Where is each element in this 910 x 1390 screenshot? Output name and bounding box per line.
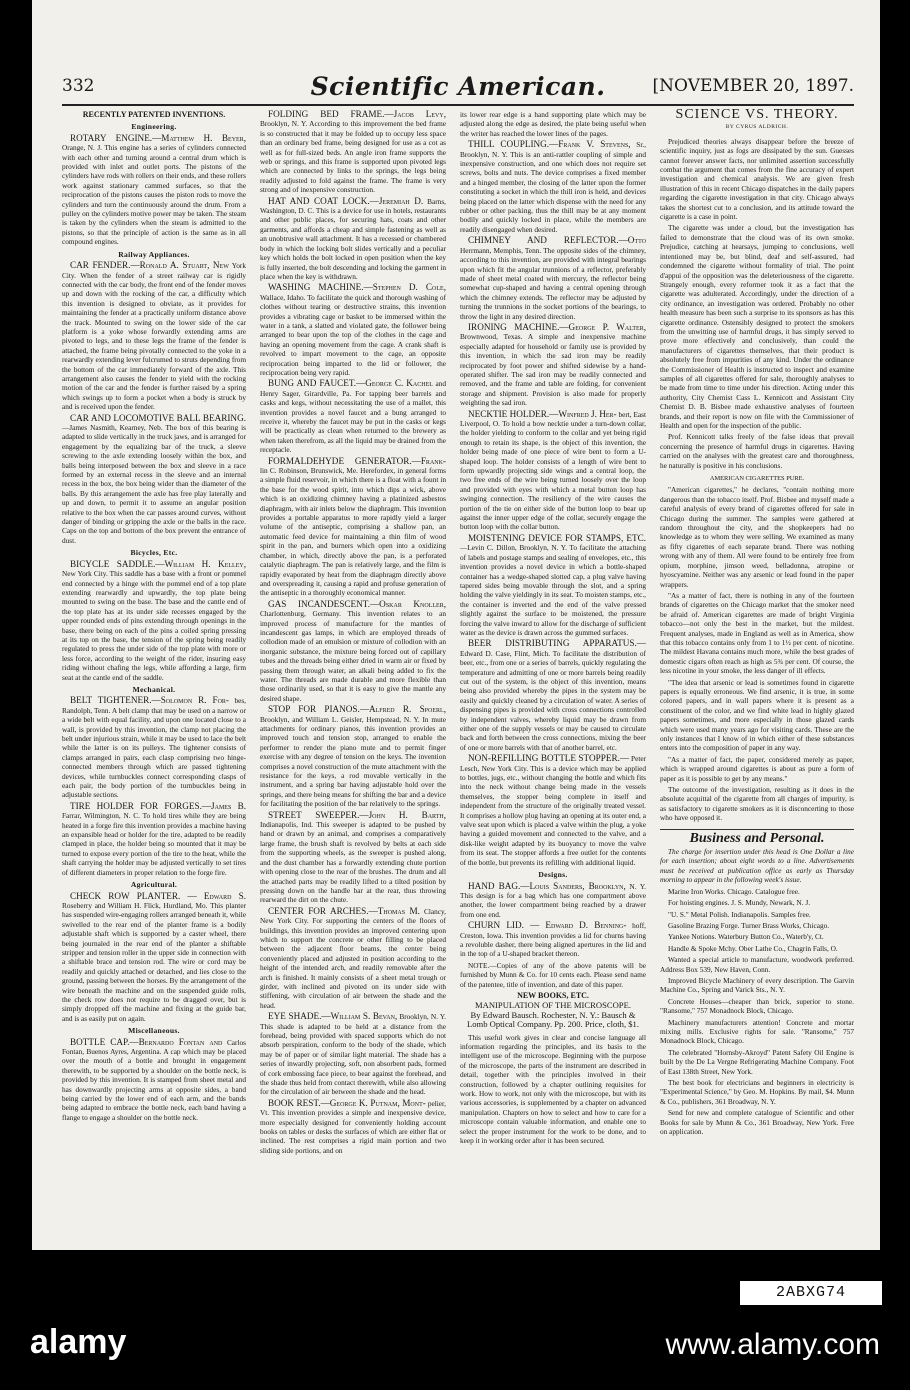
- heading-mechanical: Mechanical.: [132, 684, 176, 694]
- ad-item: Gasoline Brazing Forge. Turner Brass Works, Chicago.: [668, 920, 830, 930]
- ad-item: Machinery manufacturers attention! Concrete and mortar mixing mills. Exclusive rights for sale. "Ransome," 757 Monadnock Block, Chicago.: [660, 1017, 854, 1046]
- book-title: MANIPULATION OF THE MICROSCOPE.: [475, 1000, 631, 1011]
- heading-new-books: NEW BOOKS, ETC.: [517, 990, 589, 1000]
- patents-note: NOTE.—Copies of any of the above patents will be furnished by Munn & Co. for 10 cents each. Please send name of the patentee, title of invention, and date of this paper.: [460, 960, 646, 989]
- business-note: The charge for insertion under this head is One Dollar a line for each insertion; about eight words to a line. Advertisements must be received at publication office as early as Thursday morning to appear in the following week's issue.: [660, 847, 854, 885]
- column-4: [660, 107, 854, 1138]
- science-paragraph-6: "The idea that arsenic or lead is sometimes found in cigarette papers is equally erroneous. We find arsenic, it is true, in some colored papers, and in wall papers where it is present as a constituent of the color, and we find white lead in highly glazed papers sometimes, and more especially in those glazed cards which were used many years ago for visiting cards. These are the only instances that I know of in which either of these substances enters into the composition of paper in any way.: [660, 677, 854, 753]
- heading-bicycles: Bicycles, Etc.: [130, 548, 178, 558]
- science-paragraph-4: "American cigarettes," he declares, "contain nothing more dangerous than the tobacco itself. Prof. Bisbee and myself made a careful analysis of every brand of cigarettes offered for sale in Chicago during the summer. The samples were gathered at random throughout the city, and the shopkeepers had no knowledge as to whom they were selling. We examined as many as fifty cigarettes of each separate brand. There was nothing wrong with any of them. All were found to be entirely free from opium, morphine, jimson weed, belladonna, atropine or hyoscyamine. Neither was any arsenic or lead found in the paper wrappers.: [660, 485, 854, 589]
- ad-item: The best book for electricians and beginners in electricity is "Experimental Science," by Geo. M. Hopkins. By mail, $4. Munn & Co., publishers, 361 Broadway, N. Y.: [660, 1078, 854, 1106]
- column-1: [62, 110, 246, 1124]
- article-center-arches: CENTER FOR ARCHES.—Thomas M. Clancy, New York City. For supporting the centers of the floors of buildings, this invention provides an improved centering upon which to support the concrete or other filling to be placed between the adjacent floor beams, the center being conveniently placed and adjusted in position according to the height of the intended arch, and readily removable after the arch is finished. It mainly consists of a sheet metal trough or girder, with inclined and pivoted on its under side with stiffening, with circulation of air between the shade and the head.: [260, 905, 446, 1010]
- book-byline: By Edward Bausch. Rochester, N. Y.: Bausch & Lomb Optical Company. Pp. 200. Price, cloth, $1.: [466, 1009, 639, 1030]
- heading-agricultural: Agricultural.: [130, 880, 178, 890]
- science-paragraph-2: The cigarette was under a cloud, but the investigation has failed to demonstrate that the cloud was of its own smoke. Prejudice, catching at hearsays, jumping to conclusions, well intentioned may be, but blind, deaf and self-assured, had condemned the cigarette without formality of trial. The point d'appui of the opposition was the deleteriousness of the cigarette. Strangely enough, every reformer took it as a fact that the cigarette was adulterated. Accordingly, under the direction of a city ordinance, an investigation was ordered. Probably no other health measure has been such a surprise to its sponsors as has this cigarette ordinance. Ostensibly designed to protect the smokers from the unwitting use of harmful drugs, it has simply served to prove more effectively and conclusively, than could the manufacturers of cigarettes themselves, that their product is absolutely free from impurities of any kind. Under the ordinance the Commissioner of Health is instructed to inspect and examine samples of all cigarettes offered for sale, thoroughly analyses to be made from time to time under his direction. Acting under this authority, City Chemist Cass L. Kennicott and Assistant City Chemist D. B. Bisbee made exhaustive analyses of fourteen brands, and their report is now on file with the Commissioner of Health and open for the inspection of the public.: [660, 223, 854, 430]
- article-thill-coupling: THILL COUPLING.—Frank V. Stevens, Sr., Brooklyn, N. Y. This is an anti-rattler coupling of simple and inexpensive construction, and one which does not require set screws, bolts and nuts. The device comprises a fixed member and a hinged member, the closing of the latter upon the former constituting a socket in which the thill iron is held, and devices being placed on the latter which dispense with the need for any rubber or other packing, thus the thill may be at any moment bodily and quickly locked in place, while the members are readily disengaged when desired.: [460, 139, 646, 234]
- article-hand-bag: HAND BAG.—Louis Sanders, Brooklyn, N. Y. This design is for a bag which has one compartment above another, the lower compartment being reached by a drawer from one end.: [460, 880, 646, 919]
- ad-item: Marine Iron Works. Chicago. Catalogue free.: [668, 886, 800, 896]
- article-washing-machine: WASHING MACHINE.—Stephen D. Cole, Wallace, Idaho. To facilitate the quick and thorough washing of clothes without tearing or destructive strains, this invention provides a vibrating cage or basket to be immersed within the water in a tank, a slatted and violated gate, the follower being arranged to bear upon the top of the clothes in the cage and having an opening movement from the cage. A crank shaft is revolved to impart movement to the cage, an opposite reciprocation being imparted to the lid or follower, the reciprocation being very rapid.: [260, 282, 446, 377]
- article-necktie-holder: NECKTIE HOLDER.—Winfred J. Her- bert, East Liverpool, O. To hold a bow necktie under a turn-down collar, the holder yielding to conform to the collar and yet being rigid enough to retain its shape, is the object of this invention, the holder being made of one piece of wire bent to form a U-shaped loop. The holder consists of a length of wire bent to form upwardly projecting side wings and a central loop, the two free ends of the wire being turned loosely over the loop and provided with eyes with which a metal button loop has swinging connection. The resiliency of the wire causes the portion of the tie on either side of the button loop to bear up against the inner upper edge of the collar, securely engage the button loop with the collar button.: [460, 408, 647, 532]
- heading-miscellaneous: Miscellaneous.: [128, 1026, 180, 1036]
- article-bottle-stopper: NON-REFILLING BOTTLE STOPPER.— Peter Lesch, New York City. This is a device which may be applied to bottles, jugs, etc., without changing the bottle and which fits into the neck without change being made in the vessels themselves, the stopper being complete in itself and independent from the structure of the originally treated vessel. It comprises a hollow plug having an opening at its outer end, a valve seat upon which is placed a valve within the plug, a yoke having a guided movement and connected to the valve, and a disk-like weight adapted by its buoyancy to move the valve from its seat. The stopper affords a free outlet for the contents of the bottle, but prevents its refilling with additional liquid.: [460, 753, 647, 867]
- science-paragraph-8: The outcome of the investigation, resulting as it does in the absolute acquittal of the cigarette from all charges of impurity, is as satisfactory to cigarette smokers as it is disconcerting to those who have opposed it.: [660, 785, 854, 823]
- header-rule: [62, 104, 854, 106]
- book-review: This useful work gives in clear and concise language all information regarding the principles, and its basis to the intelligent use of the microscope. Beginning with the purpose of the microscope, the parts of the instrument are described in detail, together with the principles involved in their construction, followed by a chapter outlining requisites for work. How to work, not only with the microscope, but with its various accessories, is supplemented by a chapter on advanced manipulation. Chapters on how to select and how to care for a microscope contain valuable information, and enable one to select the proper instrument for the work to be done, and to keep it in working order after it has been secured.: [460, 1032, 646, 1146]
- alamy-url: www.alamy.com: [665, 1328, 880, 1361]
- stock-photo-banner: [0, 1255, 910, 1390]
- article-belt-tightener: BELT TIGHTENER.—Solomon R. For- bes, Randolph, Tenn. A belt clamp that may be used on a narrow or a wide belt with equal facility, and upon one located close to a wall, is provided by this invention, the clamp not placing the belt under injurious strain, while it may be used to lace the belt while the latter is on its pulleys. The tightener consists of clamps arranged in pairs, each clasp comprising two hinge-connected members through which are passed tightening devices, while turnbuckles connect corresponding clasps of each pair, the body portion of the turnbuckles being in adjustable sections.: [62, 695, 247, 800]
- article-gas-incandescent: GAS INCANDESCENT.—Oskar Knoller, Charlottenburg, Germany. This invention relates to an improved process of manufacture for the mantles of incandescent gas lamps, in which are employed threads of collodion made of an emulsion or mixture of collodion with an inorganic substance, the mixture being forced out of capillary tubes and the threads being either dried in warm air or fixed by passing them through water, an alkali being added to fix the water. The threads are made durable and more flexible than those ordinarily used, so that it is easy to give the mantle any desired shape.: [260, 598, 446, 703]
- article-bicycle-saddle: BICYCLE SADDLE.—William H. Kelley, New York City. This saddle has a base with a front or pommel end connected by a hinge with the pommel end of a top plate extending rearwardly and upwardly, the top plate being mounted to swing on the base. The base and the cantle end of the top plate has at its under side recesses engaged by the upper rounded ends of pins extending through openings in the base, there being on each of the pins a coiled spring pressing at its top on the base, the tension of the spring being readily regulated to press the under side of the top plate with more or less force, according to the weight of the rider, insuring easy riding without chafing the legs, while affording a large, firm seat at the cantle end of the saddle.: [62, 558, 246, 682]
- ad-item: Improved Bicycle Machinery of every description. The Garvin Machine Co., Spring and Varick Sts., N. Y.: [660, 975, 854, 995]
- article-bottle-cap: BOTTLE CAP.—Bernardo Fontan and Carlos Fontan, Buenos Ayres, Argentina. A cap which may be placed over the mouth of a bottle and brought in engagement therewith, to be supported by a shoulder on the bottle neck, is provided by this invention. It is stamped from sheet metal and has downwardly projecting arms at opposite sides, a band being carried by the lower end of each arm, and the bands being adapted to embrace the bottle neck, each band having a flange to engage a shoulder on the bottle neck.: [62, 1036, 246, 1122]
- column-3: [460, 110, 646, 1147]
- column-2: [260, 110, 446, 1157]
- heading-designs: Designs.: [538, 870, 568, 880]
- article-moistening-device: MOISTENING DEVICE FOR STAMPS, ETC. —Levin C. Dillon, Brooklyn, N. Y. To facilitate the attaching of labels and postage stamps and sealing of envelopes, etc., this invention provides a novel device in which a bottle-shaped container has a wedge-shaped slotted cap, a plug valve having tapered sides being movable through the slot, and a spring holding the valve yieldingly in its seat. To moisten stamps, etc., the container is inverted and the end of the valve pressed slightly against the surface to be moistened, the pressure forcing the valve inward to allow for the discharge of sufficient water as the device is drawn across the gummed surfaces.: [460, 532, 646, 637]
- article-book-rest: BOOK REST.—George K. Putnam, Mont- pelier, Vt. This invention provides a simple and inexpensive device, more especially designed for conveniently holding account books on tables or desks the surfaces of which are either flat or inclined. The rest comprises a rigid main portion and two sliding side portions, and on: [260, 1097, 447, 1155]
- article-byline: BY CYRUS ALDRICH.: [725, 124, 789, 131]
- article-formaldehyde: FORMALDEHYDE GENERATOR.—Frank- lin C. Robinson, Brunswick, Me. Herefordex, in general forms a simple fluid reservoir, in which there is a float with a fount in the base for the wood spirit, into which dips a wick, above which is an oxidizing chimney having a platinized asbestos diaphragm, with air inlets below the diaphragm. This invention provides a portable apparatus to more rapidly yield a larger volume of the antiseptic, comprising a shallow pan, an automatic feed device for maintaining a thin film of wood spirit in the pan, and burners which open into a oxidizing chamber, in which, directly above the pan, is a perforated catalytic diaphragm. The pan is relatively large, and the film is rapidly evaporated by heat from the diaphragm directly above and overspreading it, causing a rapid and profuse generation of the antiseptic in a thoroughly economical manner.: [260, 455, 446, 598]
- article-churn-lid: CHURN LID. — Edward D. Benning- hoff, Creston, Iowa. This invention provides a lid for churns having a revoluble dasher, there being aligned apertures in the lid and in the top of a U-shaped bracket thereon.: [460, 920, 646, 959]
- ad-item: The celebrated "Hornsby-Akroyd" Patent Safety Oil Engine is built by the De La Vergne Refrigerating Machine Company. Foot of East 138th Street, New York.: [660, 1047, 854, 1076]
- article-tire-holder: TIRE HOLDER FOR FORGES.—James B. Farrar, Wilmington, N. C. To hold tires while they are being heated in a forge fire this invention provides a machine having an expansible head or holder for the tire, adapted to be readily clamped in place, the holder being so mounted that it may be turned to expose every portion of the tire to the heat, while the shaft carrying the holder may be adjusted vertically to set tires of different diameters in proper relation to the forge fire.: [62, 800, 246, 877]
- article-beer-apparatus: BEER DISTRIBUTING APPARATUS.— Edward D. Case, Flint, Mich. To facilitate the distribution of beer, etc., from one or a series of barrels, quickly regulating the temperature and admitting of one or more barrels being readily cut out of the system, is the object of this invention, means being also provided whereby the pipes in the system may be easily and quickly cleaned by a circulation of water. A series of dispensing pipes is provided with cross connections controlled by independent valves, whereby liquid may be drawn from either one of the supply vessels or may be caused to circulate back and forth between the cross connections, mixing the beer of one or more barrels with that of another barrel, etc.: [460, 638, 646, 752]
- subheading-cigarettes-pure: AMERICAN CIGARETTES PURE.: [709, 475, 805, 483]
- heading-railway: Railway Appliances.: [118, 249, 190, 259]
- heading-business-personal: Business and Personal.: [660, 829, 854, 843]
- science-paragraph-1: Prejudiced theories always disappear before the breeze of scientific inquiry, just as fogs are dissipated by the sun. Guesses cannot forever answer facts, nor unlimited assertion successfully combat the argument that comes from the fine accuracy of expert investigation and chemical analysis. We are given fresh illustration of this in recent Chicago dispatches in the daily papers regarding the cigarette investigation in that city. Chicago always takes the shortest cut to a conclusion, and its attitude toward the cigarette is a case in point.: [660, 136, 854, 222]
- heading-engineering: Engineering.: [131, 122, 177, 132]
- section-title-patents: RECENTLY PATENTED INVENTIONS.: [82, 110, 226, 119]
- ad-item: Yankee Notions. Waterbury Button Co., Waterb'y, Ct.: [668, 932, 824, 942]
- article-chimney-reflector: CHIMNEY AND REFLECTOR.—Otto Herrmann, Memphis, Tenn. The opposite sides of the chimney, according to this invention, are provided with integral bearings upon which fit the angular trunnions of a reflector, preferably made of sheet metal coated with mercury, the reflector being somewhat cup-shaped and having a central opening through which the chimney extends. The reflector may be adjusted by turning the trunnions in the socket portions of the bearings, to throw the light in any desired direction.: [460, 235, 646, 321]
- article-eye-shade: EYE SHADE.—William S. Bevan, Brooklyn, N. Y. This shade is adapted to be held at a distance from the forehead, being provided with spaced supports which do not absorb perspiration, conform to the body of the shade, which may be of paper or of similar light material. The shade has a series of inwardly projecting, soft, non absorbent pads, formed of cork embossing face piece, to bear against the forehead, and the shade thus held from contact therewith, while also allowing for the circulation of air between the shade and the head.: [260, 1011, 447, 1097]
- ads-list: [660, 887, 854, 1137]
- page-header: [62, 72, 854, 106]
- ad-item: Wanted a special article to manufacture, woodwork preferred. Address Box 539, New Haven, Conn.: [660, 955, 854, 974]
- article-book-rest-cont: its lower rear edge is a hand supporting plate which may be adjusted along the edge as desired, the plate being useful when the writer has reached the lower lines of the pages.: [460, 110, 646, 138]
- ad-item: For hoisting engines. J. S. Mundy, Newark, N. J.: [668, 898, 811, 908]
- ad-item: "U. S." Metal Polish. Indianapolis. Samples free.: [668, 909, 811, 919]
- ad-item: Handle & Spoke Mchy. Ober Lathe Co., Chagrin Falls, O.: [668, 943, 838, 953]
- science-paragraph-7: "As a matter of fact, the paper, considered merely as paper, which is wrapped around cigarettes is about as pure a form of paper as it is possible to get by any means.": [660, 754, 854, 783]
- ad-item: Concrete Houses—cheaper than brick, superior to stone. "Ransome," 757 Monadnock Block, Chicago.: [660, 996, 854, 1016]
- science-paragraph-3: Prof. Kennicott talks freely of the false ideas that prevail concerning the presence of harmful drugs in cigarettes. Having carried on the analyses with the greatest care and thoroughness, he naturally is positive in his conclusions.: [660, 432, 854, 470]
- article-title-science-theory: SCIENCE VS. THEORY.: [675, 107, 839, 122]
- ad-item: Send for new and complete catalogue of Scientific and other Books for sale by Munn & Co., 361 Broadway, New York. Free on application.: [660, 1108, 854, 1137]
- article-bung-faucet: BUNG AND FAUCET.—George C. Kachel and Henry Sager, Girardville, Pa. For tapping beer barrels and casks and kegs, without necessitating the use of a mallet, this invention provides a novel faucet and a bung arranged to receive it, whereby the faucet may be put in the casks or kegs will be practically as clean when returned to the brewery as when taken therefrom, as all the liquid may be drained from the receptacle.: [260, 378, 447, 455]
- article-check-row-planter: CHECK ROW PLANTER. — Edward S. Roseberry and William H. Flick, Hurdland, Mo. This planter has suspended wire-engaging rollers arranged beneath it, while swivelled to the rear end of the planter frame is a bodily adjustable shaft which is supported by a caster wheel, there being journaled in the rear end of the planter a shiftable stripper and tension roller in the upper side in connection with a shiftable brace and tension rod. The wire or cord may be readily and quickly attached or detached, and lies close to the ground, passing between the horses. By the arrangement of the wire beneath the machine and on the suspended guide rolls, the check row does not require to be dragged over, but is simply dropped off the machine and fixing at the guide bar, and is as easily put on again.: [62, 890, 246, 1023]
- issue-date: [NOVEMBER 20, 1897.: [652, 76, 854, 96]
- article-folding-bed: FOLDING BED FRAME.—Jacob Levy, Brooklyn, N. Y. According to this improvement the bed frame is so constructed that it may be folded up to occupy less space than an ordinary bed frame, being designed for use as a cot as well as for full-sized beds. An angle iron frame supports the web or springs, and this frame is supported upon pivoted legs which are connected by links to the springs, the legs being readily adjusted to fold against the frame. The frame is very strong and of inexpensive construction.: [260, 109, 446, 195]
- page-number: 332: [62, 76, 95, 96]
- masthead: Scientific American.: [310, 72, 606, 101]
- article-rotary-engine: ROTARY ENGINE.—Matthew H. Beyer, Orange, N. J. This engine has a series of cylinders connected with each other and turning around a central drum which is provided with inlet and outlet ports. The pistons of the cylinders have rods with rollers on their ends, and these rollers work against stationary cammed surfaces, so that the reciprocation of the pistons causes the piston rods to move the cylinders and turn the continuously around the drum. From a pulley on the cylinders motive power may be taken. The steam is taken by the cylinders when the steam is admitted to the pistons, so that the principle of action is the same as in all compound engines.: [62, 132, 246, 247]
- image-id-tag: 2ABXG74: [740, 1281, 882, 1305]
- article-street-sweeper: STREET SWEEPER.—John H. Barth, Indianapolis, Ind. This sweeper is adapted to be pushed by hand or drawn by an animal, and comprises a comparatively large frame, the brush shaft is revolved by belts at each side from the supporting wheels, as the sweeper is pushed along, and the dust chamber has a forwardly extending chute portion with opening close to the rear of the brushes. The drum and all the attached parts may be readily lifted to a tilted position by pressing down on the handle bar at the rear, thus throwing rearward the dirt on the chute.: [260, 809, 446, 905]
- article-ironing-machine: IRONING MACHINE.—George P. Walter, Brownwood, Texas. A simple and inexpensive machine especially adapted for household or family use is provided by this invention, in which the sad iron may be readily reciprocated by foot power and shifted sidewise by a hand-operated shifter. The sad iron may be readily connected and removed, and the frame and table are folding, for convenient storage and shipment. Provision is also made for properly weighting the sad iron.: [460, 321, 646, 408]
- article-ball-bearing: CAR AND LOCOMOTIVE BALL BEARING. —James Nasmith, Kearney, Neb. The box of this bearing is adapted to slide vertically in the truck jaws, and is arranged for engagement by the equalizing bar of the truck, a sleeve screwing to the axle extending loosely within the box, and balls being interposed between the box and sleeve in a race formed by an external recess in the sleeve and an internal recess in the box, the box being wider than the diameter of the balls. By this arrangement the axle has free play laterally and up and down, to permit it to assume an angular position relative to the box when the car passes around curves, without danger of binding or gripping the axle or the balls in the race. Caps on the top and bottom of the box prevent the entrance of dust.: [62, 412, 246, 545]
- article-car-fender: CAR FENDER.—Ronald A. Stuart, New York City. When the fender of a street railway car is rigidly connected with the car body, the front end of the fender moves up and down with the rocking of the car, a difficulty which this invention is designed to obviate, as it provides for maintaining the fender at a practically uniform distance above the track. Mounted to swing on the lower side of the car platform is a yoke whose forwardly extending arms are pivoted to legs, and to these legs the frame of the fender is attached, the frame being pivotally connected to the yoke in a rearwardly extending lever fulcrumed to struts depending from the bottom of the car immediately forward of the axle. This arrangement also causes the fender to yield with the rocking motion of the car and the fender is further raised by a spring which swings up to form a pocket when a body is struck by and is received upon the fender.: [62, 260, 246, 412]
- article-piano-stop: STOP FOR PIANOS.—Alfred R. Spoerl, Brooklyn, and William L. Geisler, Hempstead, N. Y. In mute attachments for ordinary pianos, this invention provides an improved touch and tension stop, arranged to enable the performer to render the piano mute and to permit finger exercise with any degree of tension on the keys. The invention comprises a novel construction of the mute attachment with the resistance for the keys, a rod movable vertically in the instrument, and a spring bar having adjustable hold over the springs, and there being means for shifting the bar and a device for facilitating the position of the bar relatively to the springs.: [260, 704, 446, 809]
- newspaper-page: [32, 0, 880, 1250]
- article-hat-lock: HAT AND COAT LOCK.—Jeremiah D. Barns, Washington, D. C. This is a device for use in hotels, restaurants and other public places, for securing hats, coats and other garments, and affords a cheap and simple fastening as well as an unobtrusive wall attachment. It has a recessed or chambered body in which the locking bolt slides vertically and a peculiar key which holds the bolt locked in open position when the key is fully inserted, the bolt descending and locking the garment in place when the key is withdrawn.: [260, 195, 446, 281]
- alamy-logo: alamy: [30, 1323, 127, 1361]
- science-paragraph-5: "As a matter of fact, there is nothing in any of the fourteen brands of cigarettes on the Chicago market that the smoker need be afraid of. American cigarettes are made of bright Virginia tobacco—not only the best in the market, but the mildest. Frequent analyses, made in England as well as in America, show that this tobacco contains only from 1 to 1½ per cent. of nicotine. The mildest Havana contains much more, while the best grades of domestic cigars often reach as high as 5¾ per cent. Of course, the less nicotine in your smoke, the less danger of ill effects.: [660, 590, 854, 676]
